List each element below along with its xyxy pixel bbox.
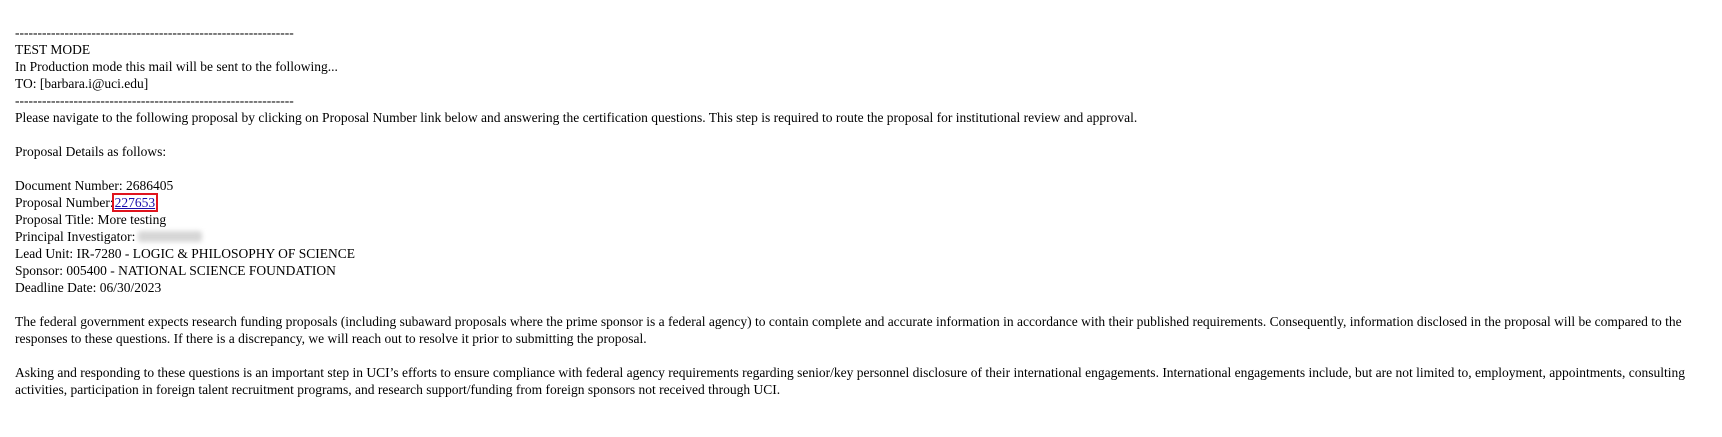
proposal-number-link[interactable]: 227653 <box>114 195 156 210</box>
proposal-title-label: Proposal Title: <box>15 212 98 227</box>
production-note: In Production mode this mail will be sent to the following... <box>15 59 338 74</box>
uci-paragraph: Asking and responding to these questions is an important step in UCI’s efforts to ensure compliance with federal agency requirements regarding senior/key personnel disclosure of their international engagements. International engagements include, but are not limited to, employment, appointments, consulting activities, participation in foreign talent recruitment programs, and research support/funding from foreign sponsors not received through UCI. <box>15 365 1685 397</box>
separator-bottom: -------------------------------------------------------------- <box>15 93 294 108</box>
recipient-line: TO: [barbara.i@uci.edu] <box>15 76 149 91</box>
intro-text: Please navigate to the following proposal by clicking on Proposal Number link below and answering the certification questions. This step is required to route the proposal for institutional review and approval. <box>15 110 1138 125</box>
document-number-row <box>15 177 1705 194</box>
deadline-date-label: Deadline Date: <box>15 280 100 295</box>
redacted-name <box>138 231 202 242</box>
deadline-date-row <box>15 279 1705 296</box>
sponsor-label: Sponsor: <box>15 263 67 278</box>
sponsor-value: 005400 - NATIONAL SCIENCE FOUNDATION <box>66 263 336 278</box>
spacer <box>15 160 1705 177</box>
lead-unit-label: Lead Unit: <box>15 246 77 261</box>
lead-unit-row <box>15 245 1705 262</box>
email-body <box>15 24 1705 398</box>
spacer <box>15 347 1705 364</box>
proposal-title-value: More testing <box>97 212 167 227</box>
lead-unit-value: IR-7280 - LOGIC & PHILOSOPHY OF SCIENCE <box>76 246 355 261</box>
separator-top: -------------------------------------------------------------- <box>15 25 294 40</box>
proposal-number-label: Proposal Number: <box>15 195 114 210</box>
test-mode-label: TEST MODE <box>15 42 91 57</box>
document-number-value: 2686405 <box>125 178 174 193</box>
sponsor-row <box>15 262 1705 279</box>
proposal-number-row <box>15 194 1705 211</box>
spacer <box>15 126 1705 143</box>
document-number-label: Document Number: <box>15 178 126 193</box>
principal-investigator-label: Principal Investigator: <box>15 229 136 244</box>
deadline-date-value: 06/30/2023 <box>99 280 162 295</box>
principal-investigator-row <box>15 228 1705 245</box>
details-heading: Proposal Details as follows: <box>15 144 167 159</box>
spacer <box>15 296 1705 313</box>
proposal-title-row <box>15 211 1705 228</box>
federal-paragraph: The federal government expects research funding proposals (including subaward proposals where the prime sponsor is a federal agency) to contain complete and accurate information in accordance with their published requirements. Consequently, information disclosed in the proposal will be compared to the responses to these questions. If there is a discrepancy, we will reach out to resolve it prior to submitting the proposal. <box>15 314 1682 346</box>
